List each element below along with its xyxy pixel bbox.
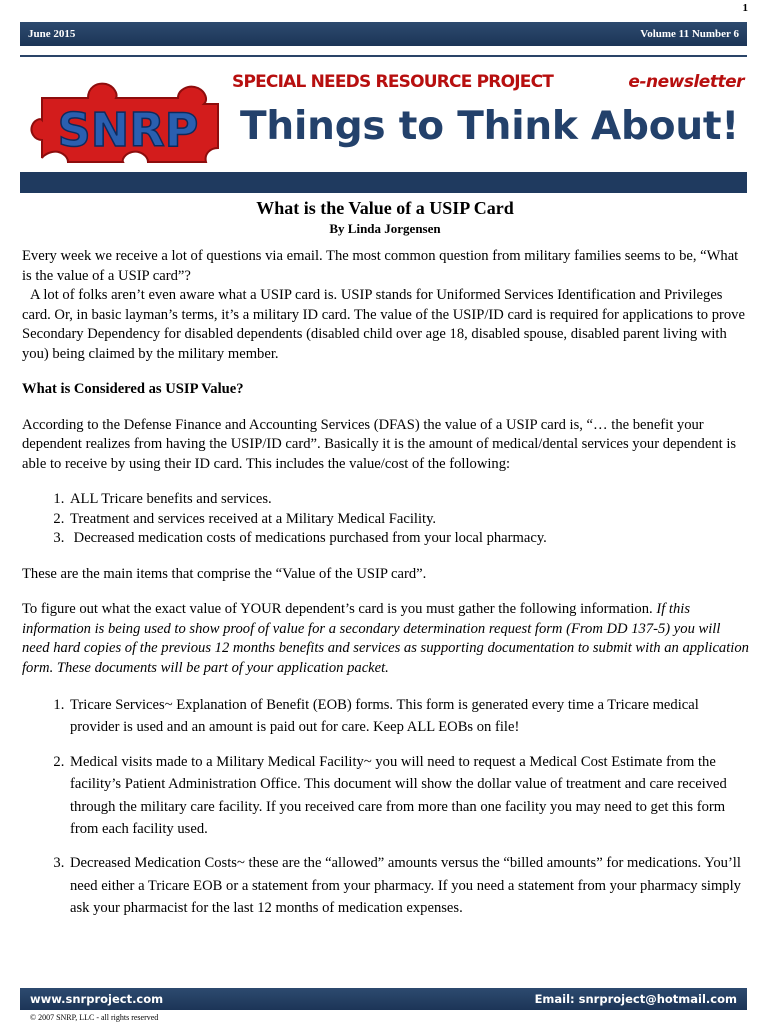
copyright-notice: © 2007 SNRP, LLC - all rights reserved	[30, 1013, 159, 1022]
list-item: 1. ALL Tricare benefits and services.	[68, 490, 750, 510]
issue-volume: Volume 11 Number 6	[640, 28, 739, 40]
list-item: 3. Decreased medication costs of medications purchased from your local pharmacy.	[68, 529, 750, 549]
website-link[interactable]: www.snrproject.com	[30, 992, 164, 1006]
list-item: 2. Medical visits made to a Military Medical Facility~ you will need to request a Medical Cost Estimate from the facility’s Patient Administration Office. This document will show the dollar value of treatment and care received through the military care facility. If you received care from more than one facility you may need to get this form from each facility used.	[68, 751, 750, 841]
dfas-paragraph: According to the Defense Finance and Accounting Services (DFAS) the value of a USIP card is, “… the benefit your dependent realizes from having the USIP/ID card”. Basically it is the amount of medical/dental services your dependent is able to receive by using their ID card. This includes the value/cost of the following:	[22, 416, 737, 472]
value-list	[22, 490, 750, 549]
article-byline: By Linda Jorgensen	[329, 221, 441, 236]
header-bar	[20, 22, 747, 46]
snrp-puzzle-logo	[28, 70, 228, 170]
list-item: 1. Tricare Services~ Explanation of Benefit (EOB) forms. This form is generated every time a Tricare medical provider is used and an amount is paid out for care. Keep ALL EOBs on file!	[68, 694, 750, 739]
header-divider	[20, 55, 747, 57]
summary-paragraph: These are the main items that comprise the “Value of the USIP card”.	[22, 565, 427, 582]
newsletter-label: e-newsletter	[628, 72, 744, 92]
instructions-italic-text: If this information is being used to show proof of value for a secondary determination request form (From DD 137-5) you will need hard copies of the previous 12 months benefits and services as supporting documentation to submit with an application form. These documents will be part of your application packet.	[22, 601, 749, 676]
list-item: 2. Treatment and services received at a Military Medical Facility.	[68, 510, 750, 530]
project-name: SPECIAL NEEDS RESOURCE PROJECT	[232, 72, 554, 92]
documents-list	[22, 694, 750, 920]
header-band	[20, 172, 747, 193]
email-link[interactable]: Email: snrproject@hotmail.com	[534, 992, 737, 1006]
article-title: What is the Value of a USIP Card	[256, 198, 514, 218]
newsletter-headline: Things to Think About!	[240, 104, 739, 149]
intro-paragraph-2: A lot of folks aren’t even aware what a USIP card is. USIP stands for Uniformed Services Identification and Privileges card. Or, in basic layman’s terms, it’s a military ID card. The value of the USIP/ID card is required for applications to prove Secondary Dependency for disabled dependents (disabled child over age 18, disabled spouse, disabled parent living with you) being claimed by the military member.	[22, 287, 745, 362]
instructions-paragraph	[22, 600, 750, 678]
article-body	[22, 247, 750, 932]
footer-bar	[20, 988, 747, 1010]
intro-paragraph-1: Every week we receive a lot of questions via email. The most common question from military families seems to be, “What is the value of a USIP card”?	[22, 248, 739, 284]
logo-text: SNRP	[57, 103, 199, 157]
list-item: 3. Decreased Medication Costs~ these are the “allowed” amounts versus the “billed amounts” for medications. You’ll need either a Tricare EOB or a statement from your pharmacy. If you need a statement from your pharmacy simply ask your pharmacist for the last 12 months of medication expenses.	[68, 852, 750, 919]
section-heading: What is Considered as USIP Value?	[22, 381, 244, 397]
issue-date: June 2015	[28, 28, 76, 40]
instructions-text: To figure out what the exact value of YOUR dependent’s card is you must gather the following information.	[22, 601, 653, 617]
page-number: 1	[742, 2, 748, 14]
